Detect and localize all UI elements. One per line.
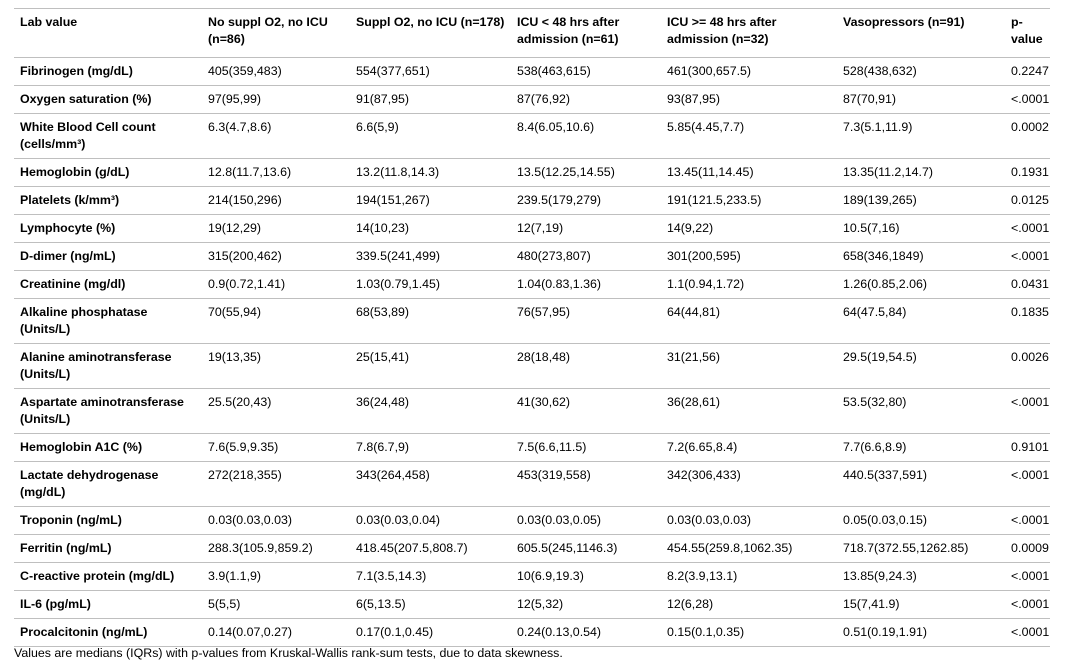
p-value-cell: <.0001 (1005, 389, 1050, 434)
table-row (14, 299, 1050, 344)
icu-early-cell: 8.4(6.05,10.6) (511, 114, 661, 159)
suppl-o2-cell: 7.8(6.7,9) (350, 434, 511, 462)
table-row (14, 563, 1050, 591)
no-suppl-o2-cell: 315(200,462) (202, 243, 350, 271)
suppl-o2-cell: 7.1(3.5,14.3) (350, 563, 511, 591)
table-row (14, 215, 1050, 243)
table-body (14, 58, 1050, 647)
vasopressors-cell: 13.35(11.2,14.7) (837, 159, 1005, 187)
suppl-o2-cell: 343(264,458) (350, 462, 511, 507)
p-value-cell: <.0001 (1005, 86, 1050, 114)
icu-early-cell: 453(319,558) (511, 462, 661, 507)
header-no-suppl-o2: No suppl O2, no ICU (n=86) (202, 9, 350, 58)
p-value-cell: <.0001 (1005, 215, 1050, 243)
icu-early-cell: 1.04(0.83,1.36) (511, 271, 661, 299)
table-row (14, 187, 1050, 215)
no-suppl-o2-cell: 214(150,296) (202, 187, 350, 215)
table-row (14, 159, 1050, 187)
lab-name-cell: Alanine aminotransferase (Units/L) (14, 344, 202, 389)
vasopressors-cell: 7.3(5.1,11.9) (837, 114, 1005, 159)
lab-name-cell: Lactate dehydrogenase (mg/dL) (14, 462, 202, 507)
suppl-o2-cell: 0.17(0.1,0.45) (350, 619, 511, 647)
icu-early-cell: 87(76,92) (511, 86, 661, 114)
p-value-cell: 0.0431 (1005, 271, 1050, 299)
icu-late-cell: 7.2(6.65,8.4) (661, 434, 837, 462)
suppl-o2-cell: 0.03(0.03,0.04) (350, 507, 511, 535)
icu-early-cell: 605.5(245,1146.3) (511, 535, 661, 563)
icu-early-cell: 538(463,615) (511, 58, 661, 86)
icu-late-cell: 461(300,657.5) (661, 58, 837, 86)
table-row (14, 58, 1050, 86)
icu-late-cell: 5.85(4.45,7.7) (661, 114, 837, 159)
p-value-cell: <.0001 (1005, 619, 1050, 647)
no-suppl-o2-cell: 7.6(5.9,9.35) (202, 434, 350, 462)
vasopressors-cell: 15(7,41.9) (837, 591, 1005, 619)
vasopressors-cell: 189(139,265) (837, 187, 1005, 215)
icu-late-cell: 301(200,595) (661, 243, 837, 271)
suppl-o2-cell: 13.2(11.8,14.3) (350, 159, 511, 187)
suppl-o2-cell: 6(5,13.5) (350, 591, 511, 619)
no-suppl-o2-cell: 272(218,355) (202, 462, 350, 507)
lab-name-cell: Hemoglobin (g/dL) (14, 159, 202, 187)
p-value-cell: <.0001 (1005, 563, 1050, 591)
table-row (14, 114, 1050, 159)
table-row (14, 591, 1050, 619)
icu-late-cell: 8.2(3.9,13.1) (661, 563, 837, 591)
header-vasopressors: Vasopressors (n=91) (837, 9, 1005, 58)
vasopressors-cell: 440.5(337,591) (837, 462, 1005, 507)
vasopressors-cell: 0.51(0.19,1.91) (837, 619, 1005, 647)
p-value-cell: 0.2247 (1005, 58, 1050, 86)
p-value-cell: <.0001 (1005, 243, 1050, 271)
table-row (14, 389, 1050, 434)
no-suppl-o2-cell: 0.14(0.07,0.27) (202, 619, 350, 647)
header-suppl-o2: Suppl O2, no ICU (n=178) (350, 9, 511, 58)
lab-name-cell: Hemoglobin A1C (%) (14, 434, 202, 462)
icu-early-cell: 0.03(0.03,0.05) (511, 507, 661, 535)
p-value-cell: 0.0002 (1005, 114, 1050, 159)
suppl-o2-cell: 36(24,48) (350, 389, 511, 434)
icu-early-cell: 41(30,62) (511, 389, 661, 434)
lab-values-table (14, 8, 1050, 647)
icu-late-cell: 13.45(11,14.45) (661, 159, 837, 187)
lab-name-cell: IL-6 (pg/mL) (14, 591, 202, 619)
header-icu-late: ICU >= 48 hrs after admission (n=32) (661, 9, 837, 58)
icu-late-cell: 14(9,22) (661, 215, 837, 243)
icu-early-cell: 28(18,48) (511, 344, 661, 389)
icu-early-cell: 480(273,807) (511, 243, 661, 271)
icu-late-cell: 12(6,28) (661, 591, 837, 619)
no-suppl-o2-cell: 3.9(1.1,9) (202, 563, 350, 591)
vasopressors-cell: 13.85(9,24.3) (837, 563, 1005, 591)
no-suppl-o2-cell: 0.9(0.72,1.41) (202, 271, 350, 299)
table-header (14, 9, 1050, 58)
icu-early-cell: 10(6.9,19.3) (511, 563, 661, 591)
no-suppl-o2-cell: 0.03(0.03,0.03) (202, 507, 350, 535)
suppl-o2-cell: 339.5(241,499) (350, 243, 511, 271)
header-p-value: p-value (1005, 9, 1050, 58)
no-suppl-o2-cell: 19(12,29) (202, 215, 350, 243)
suppl-o2-cell: 91(87,95) (350, 86, 511, 114)
lab-name-cell: White Blood Cell count (cells/mm³) (14, 114, 202, 159)
table-row (14, 243, 1050, 271)
no-suppl-o2-cell: 12.8(11.7,13.6) (202, 159, 350, 187)
vasopressors-cell: 64(47.5,84) (837, 299, 1005, 344)
no-suppl-o2-cell: 405(359,483) (202, 58, 350, 86)
p-value-cell: 0.1835 (1005, 299, 1050, 344)
vasopressors-cell: 7.7(6.6,8.9) (837, 434, 1005, 462)
icu-late-cell: 0.03(0.03,0.03) (661, 507, 837, 535)
icu-early-cell: 12(7,19) (511, 215, 661, 243)
icu-late-cell: 0.15(0.1,0.35) (661, 619, 837, 647)
suppl-o2-cell: 418.45(207.5,808.7) (350, 535, 511, 563)
no-suppl-o2-cell: 25.5(20,43) (202, 389, 350, 434)
icu-late-cell: 31(21,56) (661, 344, 837, 389)
lab-name-cell: Lymphocyte (%) (14, 215, 202, 243)
header-lab-value: Lab value (14, 9, 202, 58)
lab-name-cell: Procalcitonin (ng/mL) (14, 619, 202, 647)
lab-name-cell: Ferritin (ng/mL) (14, 535, 202, 563)
table-row (14, 344, 1050, 389)
table-row (14, 507, 1050, 535)
lab-name-cell: Platelets (k/mm³) (14, 187, 202, 215)
icu-late-cell: 191(121.5,233.5) (661, 187, 837, 215)
icu-late-cell: 1.1(0.94,1.72) (661, 271, 837, 299)
icu-late-cell: 36(28,61) (661, 389, 837, 434)
icu-early-cell: 12(5,32) (511, 591, 661, 619)
p-value-cell: 0.9101 (1005, 434, 1050, 462)
table-row (14, 434, 1050, 462)
table-row (14, 462, 1050, 507)
suppl-o2-cell: 554(377,651) (350, 58, 511, 86)
lab-name-cell: Alkaline phosphatase (Units/L) (14, 299, 202, 344)
vasopressors-cell: 53.5(32,80) (837, 389, 1005, 434)
icu-late-cell: 342(306,433) (661, 462, 837, 507)
lab-name-cell: D-dimer (ng/mL) (14, 243, 202, 271)
vasopressors-cell: 87(70,91) (837, 86, 1005, 114)
p-value-cell: <.0001 (1005, 591, 1050, 619)
header-icu-early: ICU < 48 hrs after admission (n=61) (511, 9, 661, 58)
suppl-o2-cell: 14(10,23) (350, 215, 511, 243)
p-value-cell: <.0001 (1005, 507, 1050, 535)
vasopressors-cell: 10.5(7,16) (837, 215, 1005, 243)
icu-late-cell: 64(44,81) (661, 299, 837, 344)
p-value-cell: 0.0125 (1005, 187, 1050, 215)
suppl-o2-cell: 194(151,267) (350, 187, 511, 215)
icu-early-cell: 76(57,95) (511, 299, 661, 344)
table-footnote: Values are medians (IQRs) with p-values from Kruskal-Wallis rank-sum tests, due to data skewness. (14, 646, 563, 660)
table-row (14, 86, 1050, 114)
table-row (14, 619, 1050, 647)
icu-early-cell: 0.24(0.13,0.54) (511, 619, 661, 647)
suppl-o2-cell: 1.03(0.79,1.45) (350, 271, 511, 299)
vasopressors-cell: 528(438,632) (837, 58, 1005, 86)
table-row (14, 535, 1050, 563)
lab-name-cell: C-reactive protein (mg/dL) (14, 563, 202, 591)
icu-late-cell: 93(87,95) (661, 86, 837, 114)
p-value-cell: <.0001 (1005, 462, 1050, 507)
lab-name-cell: Oxygen saturation (%) (14, 86, 202, 114)
no-suppl-o2-cell: 288.3(105.9,859.2) (202, 535, 350, 563)
vasopressors-cell: 658(346,1849) (837, 243, 1005, 271)
lab-name-cell: Creatinine (mg/dl) (14, 271, 202, 299)
no-suppl-o2-cell: 97(95,99) (202, 86, 350, 114)
no-suppl-o2-cell: 70(55,94) (202, 299, 350, 344)
table-row (14, 271, 1050, 299)
no-suppl-o2-cell: 19(13,35) (202, 344, 350, 389)
suppl-o2-cell: 6.6(5,9) (350, 114, 511, 159)
vasopressors-cell: 718.7(372.55,1262.85) (837, 535, 1005, 563)
vasopressors-cell: 0.05(0.03,0.15) (837, 507, 1005, 535)
p-value-cell: 0.0026 (1005, 344, 1050, 389)
no-suppl-o2-cell: 5(5,5) (202, 591, 350, 619)
p-value-cell: 0.0009 (1005, 535, 1050, 563)
suppl-o2-cell: 68(53,89) (350, 299, 511, 344)
icu-early-cell: 239.5(179,279) (511, 187, 661, 215)
lab-name-cell: Aspartate aminotransferase (Units/L) (14, 389, 202, 434)
vasopressors-cell: 29.5(19,54.5) (837, 344, 1005, 389)
icu-late-cell: 454.55(259.8,1062.35) (661, 535, 837, 563)
vasopressors-cell: 1.26(0.85,2.06) (837, 271, 1005, 299)
header-row (14, 9, 1050, 58)
lab-name-cell: Troponin (ng/mL) (14, 507, 202, 535)
suppl-o2-cell: 25(15,41) (350, 344, 511, 389)
p-value-cell: 0.1931 (1005, 159, 1050, 187)
icu-early-cell: 7.5(6.6,11.5) (511, 434, 661, 462)
no-suppl-o2-cell: 6.3(4.7,8.6) (202, 114, 350, 159)
lab-name-cell: Fibrinogen (mg/dL) (14, 58, 202, 86)
icu-early-cell: 13.5(12.25,14.55) (511, 159, 661, 187)
